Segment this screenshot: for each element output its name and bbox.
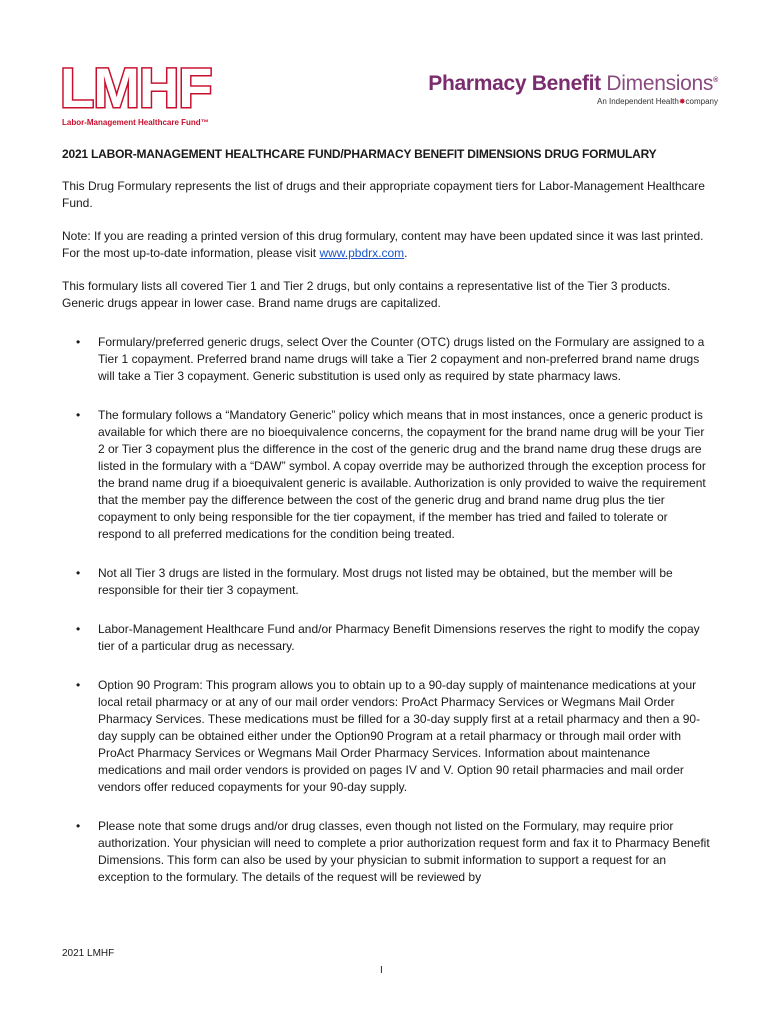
document-body	[62, 146, 712, 908]
note-end: .	[404, 246, 408, 260]
bullet-icon: •	[76, 622, 81, 636]
registered-mark: ®	[713, 77, 718, 84]
pbd-logo	[428, 72, 718, 106]
intro-paragraph: This Drug Formulary represents the list of drugs and their appropriate copayment tiers for Labor-Management Healthcare Fund.	[62, 179, 705, 210]
list-item-text: Please note that some drugs and/or drug classes, even though not listed on the Formulary, may require prior authorization. Your physician will need to complete a prior authorization request form and fax it to Pharmacy Benefit Dimensions. This form can also be used by your physician to submit information to support a request for an exception to the formulary. The details of the request will be reviewed by	[98, 819, 710, 884]
bullet-icon: •	[76, 335, 81, 349]
pbd-name-bold: Pharmacy Benefit	[428, 72, 601, 95]
list-item-text: Not all Tier 3 drugs are listed in the formulary. Most drugs not listed may be obtained, but the member will be responsible for their tier 3 copayment.	[98, 566, 673, 597]
list-item-text: The formulary follows a “Mandatory Generic” policy which means that in most instances, once a generic product is available for which there are no bioequivalence concerns, the copayment for the brand name drug will be your Tier 2 or Tier 3 copayment plus the difference in the cost of the generic drug and the brand name drug these drugs are listed in the formulary with a “DAW” symbol. A copay override may be authorized through the exception process for the brand name drug if a bioequivalent generic is available. Authorization is only provided to waive the requirement that the member pay the difference between the cost of the generic drug and brand name drug plus the tier copayment to only being responsible for the tier copayment, if the member has tried and failed to tolerate or respond to all preferred medications for the condition being treated.	[98, 408, 706, 541]
note-paragraph	[62, 228, 712, 262]
bullet-icon: •	[76, 819, 81, 833]
policy-list	[62, 334, 712, 886]
bullet-icon: •	[76, 678, 81, 692]
list-item	[62, 677, 712, 796]
page-number: I	[380, 965, 383, 976]
lmhf-logo-letters: LMHF	[60, 56, 212, 119]
pbd-sub-post: company	[685, 97, 718, 106]
bullet-icon: •	[76, 566, 81, 580]
pbd-sub-pre: An Independent Health	[596, 97, 679, 106]
pbd-logo-subtitle	[428, 97, 718, 106]
list-item	[62, 565, 712, 599]
lmhf-logo	[60, 56, 230, 132]
list-item-text: Labor-Management Healthcare Fund and/or Pharmacy Benefit Dimensions reserves the right to modify the copay tier of a particular drug as necessary.	[98, 622, 700, 653]
note-text: Note: If you are reading a printed version of this drug formulary, content may have been updated since it was last printed. For the most up-to-date information, please visit	[62, 229, 704, 260]
maple-leaf-icon: ✸	[678, 97, 686, 106]
pbd-name-light: Dimensions	[606, 72, 714, 95]
list-item-text: Formulary/preferred generic drugs, select Over the Counter (OTC) drugs listed on the Formulary are assigned to a Tier 1 copayment. Preferred brand name drugs will take a Tier 2 copayment and non-preferred brand name drugs will take a Tier 3 copayment. Generic substitution is used only as required by state pharmacy laws.	[98, 335, 705, 383]
document-title: 2021 LABOR-MANAGEMENT HEALTHCARE FUND/PHARMACY BENEFIT DIMENSIONS DRUG FORMULARY	[62, 147, 657, 161]
list-item-text: Option 90 Program: This program allows you to obtain up to a 90-day supply of maintenance medications at your local retail pharmacy or at any of our mail order vendors: ProAct Pharmacy Services or Wegmans Mail Order Pharmacy Services. These medications must be filled for a 30-day supply first at a retail pharmacy and then a 90-day supply can be obtained either under the Option90 Program at a retail pharmacy or through mail order with ProAct Pharmacy Services or Wegmans Mail Order Pharmacy Services. Information about maintenance medications and mail order vendors is provided on pages IV and V. Option 90 retail pharmacies and mail order vendors offer reduced copayments for your 90-day supply.	[98, 678, 701, 794]
list-item	[62, 334, 712, 385]
scope-paragraph: This formulary lists all covered Tier 1 and Tier 2 drugs, but only contains a representative list of the Tier 3 products. Generic drugs appear in lower case. Brand name drugs are capitalized.	[62, 279, 671, 310]
list-item	[62, 621, 712, 655]
pbdrx-link[interactable]: www.pbdrx.com	[319, 246, 405, 260]
bullet-icon: •	[76, 408, 81, 422]
list-item	[62, 407, 712, 543]
lmhf-tagline: Labor-Management Healthcare Fund™	[62, 118, 209, 127]
footer-label: 2021 LMHF	[62, 948, 115, 959]
list-item	[62, 818, 712, 886]
pbd-logo-name	[428, 72, 718, 96]
